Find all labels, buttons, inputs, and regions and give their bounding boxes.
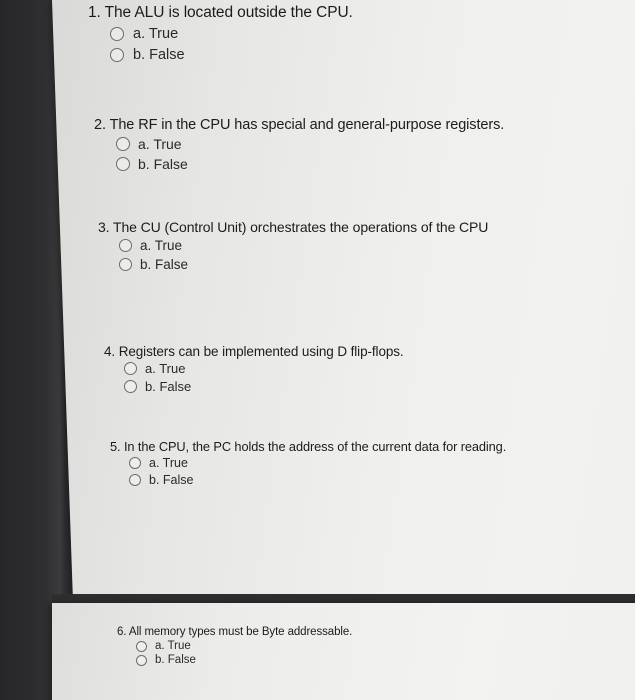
question-number: 1. — [88, 4, 101, 21]
option-label: b. False — [133, 47, 185, 63]
radio-button-icon[interactable] — [116, 137, 130, 151]
option-label: b. False — [155, 654, 196, 666]
question-2 — [94, 117, 504, 172]
radio-button-icon[interactable] — [129, 474, 141, 486]
question-text — [110, 439, 506, 454]
question-number: 3. — [98, 219, 110, 235]
option-label: a. True — [155, 640, 191, 652]
option-label: b. False — [145, 379, 192, 394]
radio-button-icon[interactable] — [110, 48, 124, 62]
question-number: 4. — [104, 344, 116, 359]
option-false[interactable] — [136, 654, 352, 666]
quiz-page-upper — [52, 0, 635, 600]
option-label: a. True — [133, 26, 179, 42]
option-label: b. False — [140, 257, 189, 272]
question-number: 5. — [110, 439, 121, 454]
question-6 — [117, 626, 352, 666]
option-true[interactable] — [116, 136, 504, 152]
question-label: Registers can be implemented using D flip-flops. — [118, 344, 404, 359]
question-label: All memory types must be Byte addressable. — [128, 626, 353, 638]
radio-button-icon[interactable] — [119, 258, 132, 271]
radio-button-icon[interactable] — [124, 380, 137, 393]
option-true[interactable] — [129, 456, 506, 470]
radio-button-icon[interactable] — [136, 655, 147, 666]
radio-button-icon[interactable] — [110, 27, 124, 41]
question-text — [88, 4, 353, 22]
question-3 — [98, 219, 488, 272]
option-label: b. False — [138, 156, 188, 172]
option-true[interactable] — [110, 26, 353, 42]
option-false[interactable] — [124, 379, 404, 394]
option-false[interactable] — [129, 473, 506, 487]
option-label: a. True — [145, 361, 186, 376]
option-label: a. True — [138, 136, 182, 152]
question-label: The RF in the CPU has special and general-purpose registers. — [109, 117, 505, 133]
question-text — [104, 344, 404, 359]
radio-button-icon[interactable] — [119, 239, 132, 252]
option-true[interactable] — [124, 361, 404, 376]
question-4 — [104, 344, 404, 394]
question-text — [94, 117, 504, 133]
question-number: 2. — [94, 117, 106, 133]
option-false[interactable] — [110, 47, 353, 63]
option-true[interactable] — [136, 640, 352, 652]
radio-button-icon[interactable] — [136, 641, 147, 652]
radio-button-icon[interactable] — [124, 362, 137, 375]
question-label: The CU (Control Unit) orchestrates the operations of the CPU — [113, 219, 489, 235]
option-label: b. False — [149, 473, 194, 487]
option-false[interactable] — [119, 257, 488, 272]
question-label: The ALU is located outside the CPU. — [104, 4, 353, 21]
question-5 — [110, 439, 506, 487]
option-label: a. True — [149, 456, 188, 470]
radio-button-icon[interactable] — [129, 457, 141, 469]
option-true[interactable] — [119, 238, 488, 253]
question-label: In the CPU, the PC holds the address of the current data for reading. — [123, 439, 507, 454]
radio-button-icon[interactable] — [116, 157, 130, 171]
question-number: 6. — [117, 626, 127, 638]
option-label: a. True — [140, 238, 183, 253]
page-divider — [52, 594, 635, 603]
question-text — [98, 219, 488, 235]
question-1 — [88, 4, 353, 63]
question-text — [117, 626, 352, 638]
option-false[interactable] — [116, 156, 504, 172]
